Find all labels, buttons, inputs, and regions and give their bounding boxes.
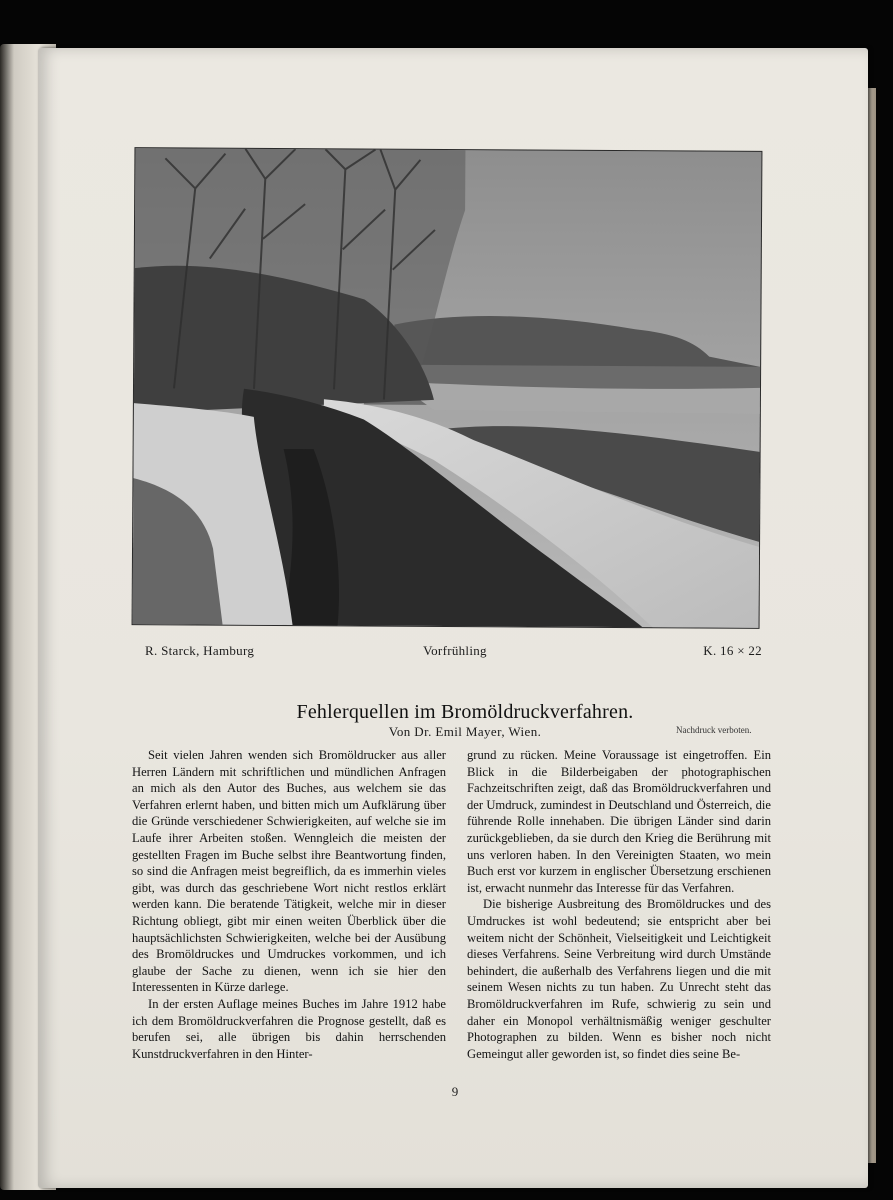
text-column-right (467, 747, 771, 1062)
text-column-left (132, 747, 446, 1062)
photo-credit: R. Starck, Hamburg (145, 643, 255, 658)
landscape-photograph (133, 148, 762, 628)
article-byline: Von Dr. Emil Mayer, Wien. (388, 724, 542, 739)
paragraph: grund zu rücken. Meine Voraussage ist eingetroffen. Ein Blick in die Bilderbeigaben der photographischen Fachzeitschriften zeigt, daß das Bromöldruckverfahren und der Umdruck, zumindest in Deutschland und Österreich, die führende Rolle innehaben. Die übrigen Länder sind darin zurückgeblieben, da sie durch den Krieg die Berührung mit uns verloren haben. In den Vereinigten Staaten, wo mein Buch erst vor kurzem in englischer Übersetzung erschienen ist, erwacht nunmehr das Interesse für das Verfahren. (467, 748, 771, 895)
article-title: Fehlerquellen im Bromöldruckverfahren. (296, 701, 634, 723)
paragraph: Die bisherige Ausbreitung des Bromöldruckes und des Umdruckes ist wohl bedeutend; sie entspricht aber bei weitem nicht der Schönheit, Vielseitigkeit und Leichtigkeit dieses Verfahrens. Seine Verbreitung wird durch Umstände behindert, die außerhalb des Verfahrens liegen und die mit seinem Wesen nichts zu tun haben. Zu Unrecht steht das Bromöldruckverfahren im Rufe, schwierig zu sein und daher ein Monopol verhältnismäßig weniger geschulter Photographen zu bilden. Wenn es bisher noch nicht Gemeingut aller geworden ist, so findet dies seine Be- (467, 897, 771, 1061)
photo-title: Vorfrühling (423, 643, 487, 658)
photo-format: K. 16 × 22 (703, 643, 762, 658)
paragraph: In der ersten Auflage meines Buches im Jahre 1912 habe ich dem Bromöldruckverfahren die Prognose gestellt, daß es berufen sei, alle übrigen bis dahin herrschenden Kunstdruckverfahren in den Hinter- (132, 996, 446, 1061)
paragraph: Seit vielen Jahren wenden sich Bromöldrucker aus aller Herren Ländern mit schriftlichen und mündlichen Anfragen an mich als den Autor des Buches, aus welchem sie das Verfahren erlernt haben, und bitten mich um Aufklärung über die Gründe verschiedener Schwierigkeiten, auf welche sie im Laufe ihrer Arbeiten stoßen. Wenngleich die meisten der gestellten Fragen im Buche selbst ihre Beantwortung finden, so sind die Anfragen meist begreiflich, da es immerhin vieles gibt, was durch das geschriebene Wort nicht restlos erklärt werden kann. Die beratende Tätigkeit, welche mir in dieser Richtung obliegt, gibt mir einen weiten Überblick über die hauptsächlichsten Schwierigkeiten, welche bei der Ausübung des Bromöldruckes und Umdruckes vorkommen, und ich glaube der Sache zu dienen, wenn ich sie hier den Interessenten in Kürze darlege. (132, 748, 446, 995)
reprint-note: Nachdruck verboten. (676, 725, 752, 735)
page-number: 9 (451, 1084, 459, 1099)
